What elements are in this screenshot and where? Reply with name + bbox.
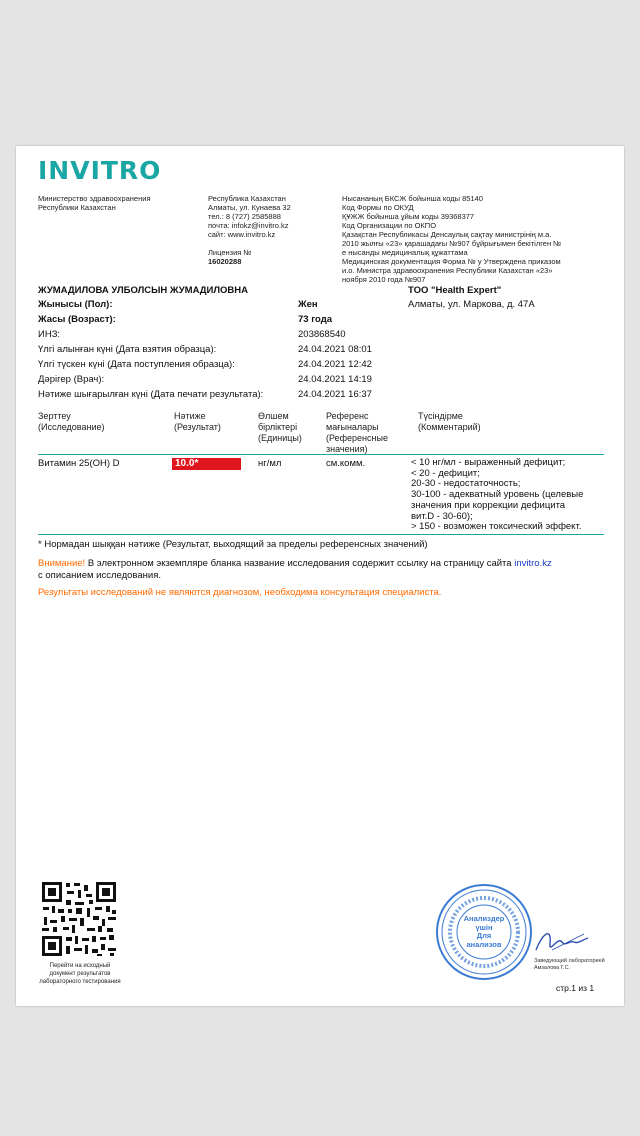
sex-value: Жен [298,299,318,310]
stamp-line-4: анализов [466,939,502,949]
field-inz-value: 203868540 [298,329,346,340]
signature-icon [532,920,592,960]
attention-note [38,558,613,582]
field-sample-date-value: 24.04.2021 08:01 [298,344,372,355]
signer-caption: Заведующий лабораторией Амзалова Г.С. [534,958,605,971]
ministry-text: Министерство здравоохранения Республики Казахстан [38,194,151,212]
table-header-divider [38,454,604,455]
attention-text-2: с описанием исследования. [38,570,161,581]
qr-code[interactable] [40,880,118,958]
document-page [16,146,624,1006]
invitro-logo: INVITRO [38,156,162,185]
col-header-reference: Референс мағыналары (Референсные значения) [326,411,388,454]
age-label: Жасы (Возраст): [38,314,116,325]
stamp-line-1: Анализдер [463,914,505,923]
stamp-text [434,915,534,949]
page-number: стр.1 из 1 [556,983,595,993]
attention-text: В электронном экземпляре бланка название исследования содержит ссылку на страницу сайта [85,558,515,569]
table-row-reference: см.комм. [326,458,366,469]
patient-name: ЖУМАДИЛОВА УЛБОЛСЫН ЖУМАДИЛОВНА [38,285,249,296]
table-bottom-divider [38,534,604,535]
col-header-result: Нәтиже (Результат) [174,411,221,432]
license-line [208,239,328,266]
field-doctor-label: Дәрігер (Врач): [38,374,105,385]
form-info: Нысананың БКСЖ бойынша коды 85140 Код Формы по ОКУД ҚҰЖЖ бойынша ұйым коды 39368377 Код Организации по ОКПО Қазақстан Республикасы Денсаулық сақтау министрінің м.а. 2010 жылғы «23» қарашадағы №907 бұйрығымен бекітілген № е нысанды медициналық құжаттама Медицинская документация Форма № у Утверждена приказом и.о. Министра здравоохранения Республики Казахстан «23» ноября 2010 года №907 [342,194,562,284]
field-print-date-value: 24.04.2021 16:37 [298,389,372,400]
table-row-units: нг/мл [258,458,282,469]
qr-caption: Перейти на исходный документ результатов лабораторного тестирования [39,963,121,985]
attention-label: Внимание! [38,558,86,569]
col-header-comment: Түсіндірме (Комментарий) [418,411,481,432]
result-flag-value: 10.0* [172,458,241,470]
org-name: ТОО "Health Expert" [408,285,502,296]
lab-address: Республика Казахстан Алматы, ул. Кунаева 32 тел.: 8 (727) 2585888 почта: infokz@invitro.kz сайт: www.invitro.kz [208,194,291,239]
license-number: 16020288 [208,257,242,266]
field-inz-label: ИНЗ: [38,329,61,340]
qr-code-graphic [40,880,118,958]
field-received-date-value: 24.04.2021 12:42 [298,359,372,370]
stamp-line-2: үшін [475,922,493,932]
table-row-comment: < 10 нг/мл - выраженный дефицит; < 20 - дефицит; 20-30 - недостаточность; 30-100 - адекватный уровень (целевые значения при коррекции дефицита вит.D - 30-60); > 150 - возможен токсический эффект. [411,457,584,533]
field-sample-date-label: Үлгі алынған күні (Дата взятия образца): [38,344,217,355]
age-value: 73 года [298,314,333,325]
footnote: * Нормадан шыққан нәтиже (Результат, выходящий за пределы референсных значений) [38,539,428,550]
lab-stamp [434,882,534,982]
col-header-units: Өлшем бірліктері (Единицы) [258,411,302,443]
stamp-line-3: Для [476,931,492,940]
sex-label: Жынысы (Пол): [38,299,113,310]
invitro-link[interactable]: invitro.kz [514,558,552,569]
license-label: Лицензия № [208,248,252,257]
table-row-test: Витамин 25(OH) D [38,458,120,469]
org-address: Алматы, ул. Маркова, д. 47А [408,299,535,310]
field-print-date-label: Нәтиже шығарылған күні (Дата печати результата): [38,389,264,400]
field-received-date-label: Үлгі түскен күні (Дата поступления образца): [38,359,235,370]
disclaimer: Результаты исследований не являются диагнозом, необходима консультация специалиста. [38,587,442,598]
col-header-test: Зерттеу (Исследование) [38,411,105,432]
field-doctor-value: 24.04.2021 14:19 [298,374,372,385]
